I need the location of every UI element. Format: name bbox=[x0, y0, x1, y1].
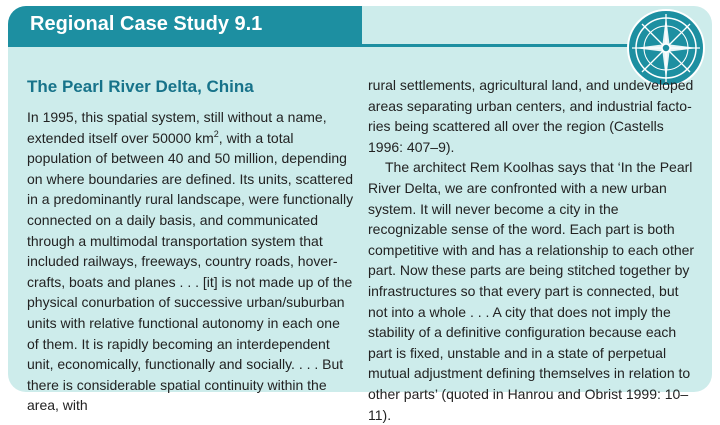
left-paragraph-text-1: In 1995, this spatial system, still without a name, extended itself over 50000 km bbox=[27, 109, 327, 146]
superscript-2: 2 bbox=[213, 128, 219, 139]
left-paragraph bbox=[27, 107, 355, 416]
left-column bbox=[27, 107, 355, 416]
case-study-title: Regional Case Study 9.1 bbox=[30, 13, 263, 35]
right-paragraph-2: The architect Rem Koolhas says that ‘In the Pearl River Delta, we are confronted with a new urban system. It will never become a city in the recognizable sense of the word. Each part is both competitive with and has a relationship to each other part. Now these parts are being stitched together by infrastructures so that every part is connected, but not into a whole . . . A city that does not imply the stability of a definitive configuration because each part is fixed, unstable and in a state of perpetual mutual adjustment defining themselves in relation to other parts’ (quoted in Hanrou and Obrist 1999: 10–11). bbox=[368, 159, 695, 423]
right-paragraph-1: rural settlements, agricultural land, and undeveloped areas separating urban centers, and industrial factories being scattered all over the region (Castells 1996: 407–9). bbox=[368, 77, 694, 155]
right-column bbox=[368, 75, 696, 425]
case-study-box bbox=[8, 6, 712, 423]
case-study-subtitle: The Pearl River Delta, China bbox=[27, 77, 254, 96]
left-paragraph-text-2: , with a total population of between 40 and 50 million, depending on where boundaries are defined. Its units, scattered in a predominantly rural landscape, were functionally connected on a daily basis, and communicated through a multimodal transportation system that included railways, freeways, country roads, hovercrafts, boats and planes . . . [it] is not made up of the physical conurbation of successive urban/suburban units with relative functional autonomy in each one of them. It is rapidly becoming an interdependent unit, economically, functionally and socially. . . . But there is considerable spatial continuity within the area, with bbox=[27, 129, 354, 414]
header-rule bbox=[362, 44, 634, 47]
case-study-header bbox=[8, 6, 362, 47]
